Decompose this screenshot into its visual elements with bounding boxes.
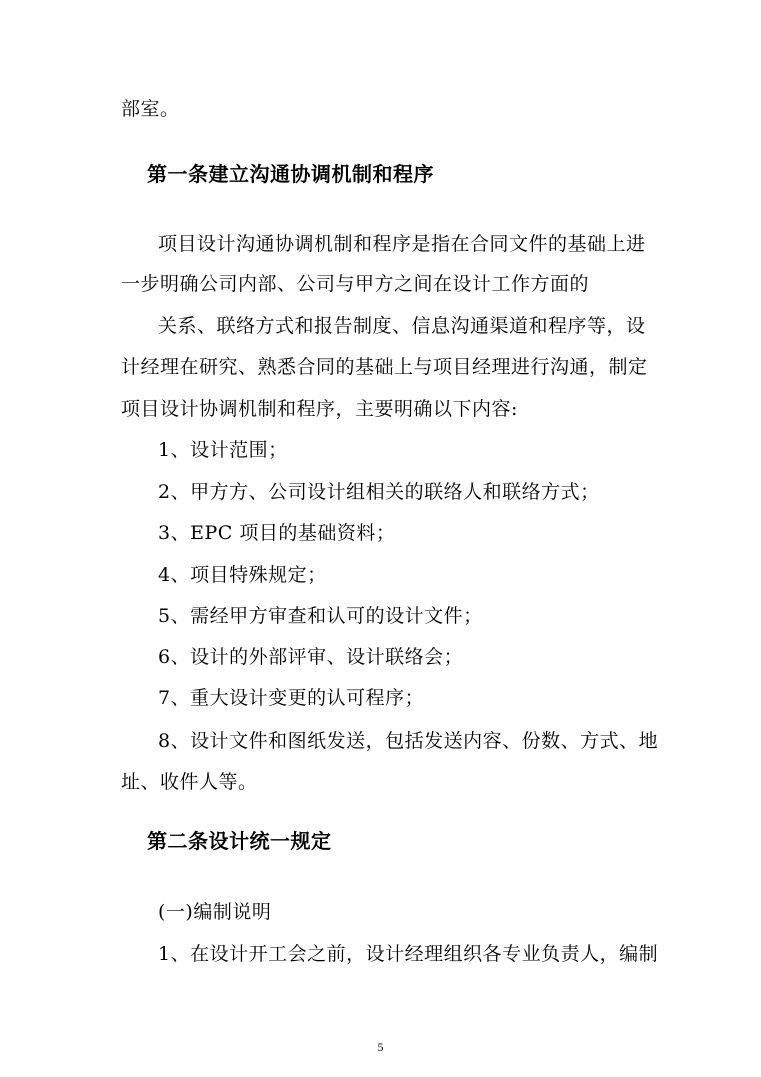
text-line: 关系、联络方式和报告制度、信息沟通渠道和程序等，设 <box>158 315 646 337</box>
list-item: 5、需经甲方审查和认可的设计文件； <box>158 605 483 627</box>
list-item: 3、EPC 项目的基础资料； <box>158 522 396 544</box>
text-line: 部室。 <box>121 98 180 120</box>
list-item: 1、设计范围； <box>158 439 288 461</box>
list-item: 7、重大设计变更的认可程序； <box>158 687 425 709</box>
text-line: 项目设计沟通协调机制和程序是指在合同文件的基础上进 <box>158 233 646 255</box>
list-item: 4、项目特殊规定； <box>158 564 327 586</box>
section-heading-1: 第一条建立沟通协调机制和程序 <box>147 162 434 186</box>
text-line: 址、收件人等。 <box>121 771 258 793</box>
list-item: 6、设计的外部评审、设计联络会； <box>158 646 464 668</box>
list-item: 1、在设计开工会之前，设计经理组织各专业负责人，编制 <box>158 943 659 965</box>
text-line: 项目设计协调机制和程序，主要明确以下内容: <box>121 398 518 420</box>
subsection-title: (一)编制说明 <box>158 901 272 923</box>
list-item: 8、设计文件和图纸发送，包括发送内容、份数、方式、地 <box>158 730 659 752</box>
text-line: 一步明确公司内部、公司与甲方之间在设计工作方面的 <box>121 273 590 295</box>
list-item: 2、甲方方、公司设计组相关的联络人和联络方式； <box>158 481 600 503</box>
page-number: 5 <box>377 1040 384 1054</box>
text-line: 计经理在研究、熟悉合同的基础上与项目经理进行沟通，制定 <box>121 356 648 378</box>
section-heading-2: 第二条设计统一规定 <box>147 829 332 853</box>
